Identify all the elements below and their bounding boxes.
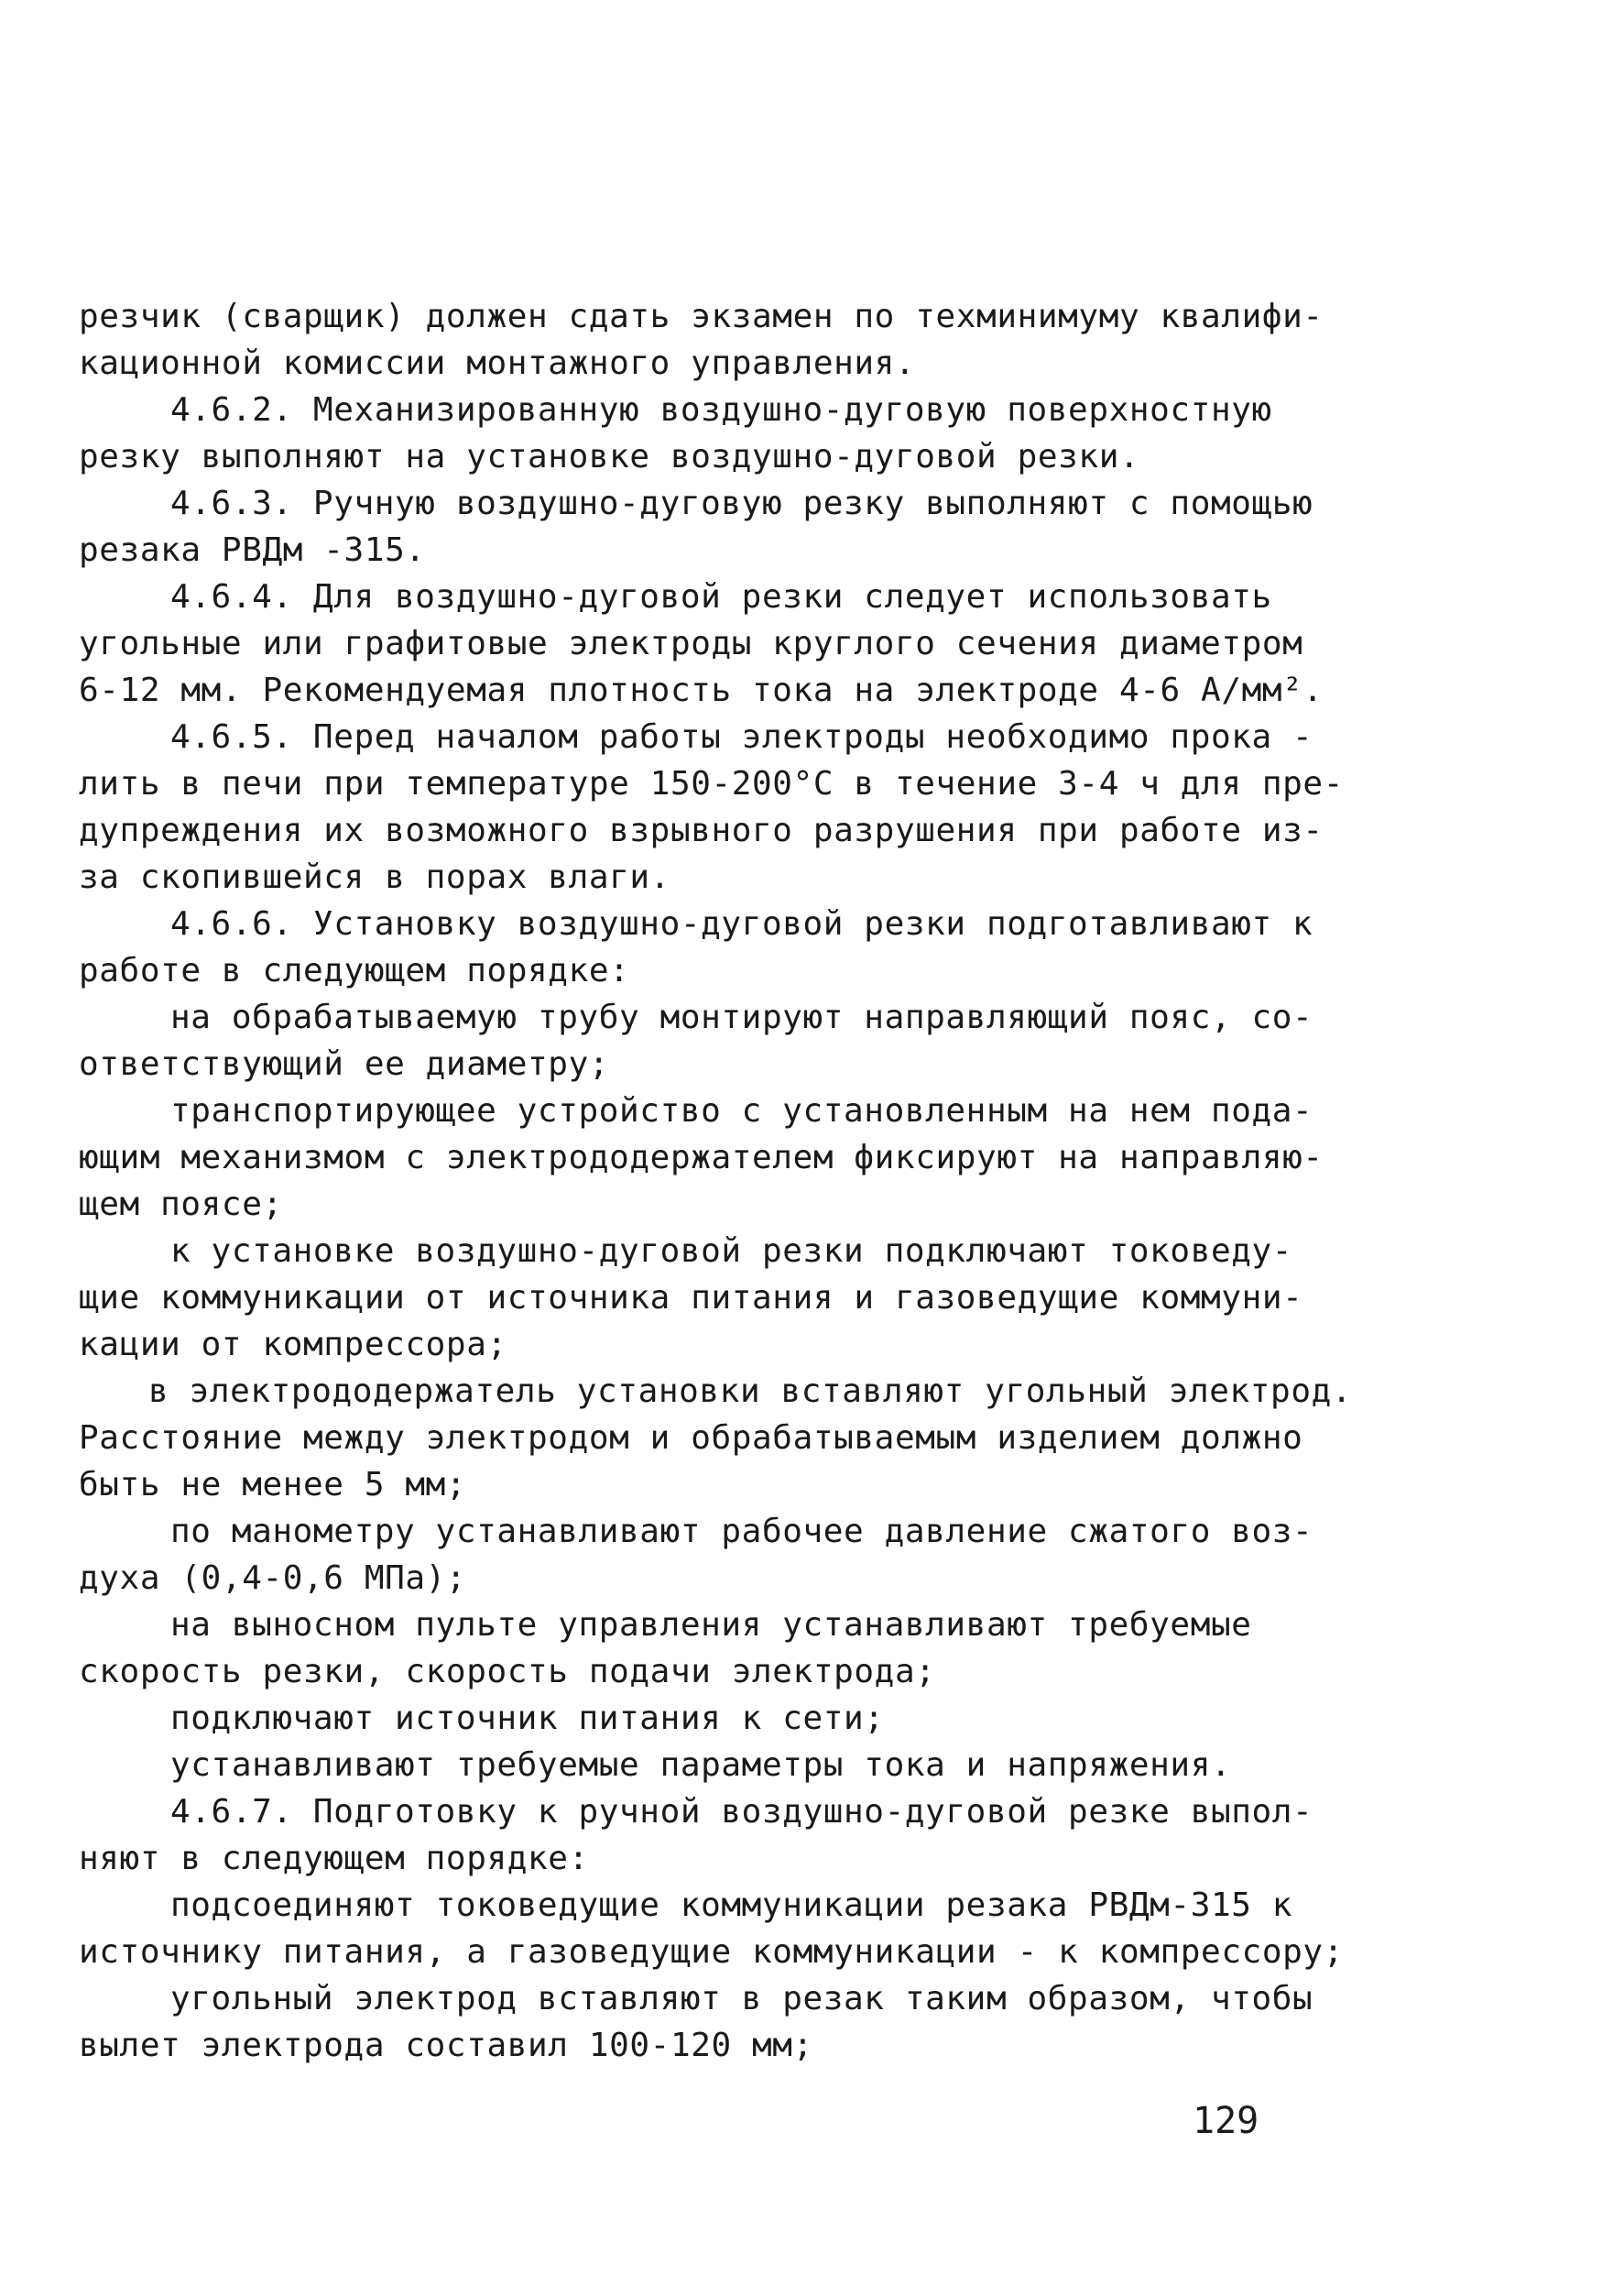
text-line: ответствующий ее диаметру; [79,1045,610,1083]
text-line: работе в следующем порядке: [79,952,630,989]
text-line: устанавливают требуемые параметры тока и напряжения. [170,1746,1232,1784]
text-line: резака РВДм -315. [79,531,426,569]
text-line: резчик (сварщик) должен сдать экзамен по техминимуму квалифи- [79,298,1324,335]
text-line: вылет электрода составил 100-120 мм; [79,2027,813,2064]
text-line: по манометру устанавливают рабочее давление сжатого воз- [170,1513,1313,1550]
text-line: угольные или графитовые электроды круглого сечения диаметром [79,625,1303,662]
text-line: 4.6.6. Установку воздушно-дуговой резки подготавливают к [170,905,1313,943]
text-line: щем поясе; [79,1186,283,1223]
text-line: Расстояние между электродом и обрабатываемым изделием должно [79,1419,1303,1457]
text-line: ющим механизмом с электрододержателем фиксируют на направляю- [79,1139,1324,1176]
text-line: 4.6.4. Для воздушно-дуговой резки следует использовать [170,578,1272,616]
text-line: кации от компрессора; [79,1326,507,1363]
text-line: 6-12 мм. Рекомендуемая плотность тока на электроде 4-6 А/мм². [79,672,1324,709]
text-line: подключают источник питания к сети; [170,1700,885,1737]
text-line: 4.6.7. Подготовку к ручной воздушно-дуговой резке выпол- [170,1793,1313,1831]
text-line: к установке воздушно-дуговой резки подключают токоведу- [170,1232,1293,1270]
page-number: 129 [1193,2100,1259,2142]
text-line: источнику питания, а газоведущие коммуникации - к компрессору; [79,1933,1344,1971]
text-line: на выносном пульте управления устанавливают требуемые [170,1606,1252,1644]
text-line: на обрабатываемую трубу монтируют направляющий пояс, со- [170,999,1313,1036]
text-line: няют в следующем порядке: [79,1840,589,1877]
text-line: угольный электрод вставляют в резак таким образом, чтобы [170,1980,1313,2017]
text-line: транспортирующее устройство с установленным на нем пода- [170,1092,1313,1130]
text-line: духа (0,4-0,6 МПа); [79,1559,467,1597]
text-line: скорость резки, скорость подачи электрода; [79,1653,936,1690]
text-line: дупреждения их возможного взрывного разрушения при работе из- [79,812,1324,849]
text-line: в электрододержатель установки вставляют угольный электрод. [148,1372,1353,1410]
body-text [79,293,1353,2069]
text-line: 4.6.3. Ручную воздушно-дуговую резку выполняют с помощью [170,485,1313,522]
text-line: 4.6.2. Механизированную воздушно-дуговую поверхностную [170,391,1272,429]
text-line: за скопившейся в порах влаги. [79,858,670,896]
text-line: 4.6.5. Перед началом работы электроды необходимо прока - [170,718,1313,756]
text-line: подсоединяют токоведущие коммуникации резака РВДм-315 к [170,1886,1293,1924]
text-line: быть не менее 5 мм; [79,1466,467,1503]
text-line: кационной комиссии монтажного управления. [79,344,916,382]
text-line: резку выполняют на установке воздушно-дуговой резки. [79,438,1140,476]
text-line: щие коммуникации от источника питания и газоведущие коммуни- [79,1279,1303,1317]
text-line: лить в печи при температуре 150-200°С в течение 3-4 ч для пре- [79,765,1344,803]
